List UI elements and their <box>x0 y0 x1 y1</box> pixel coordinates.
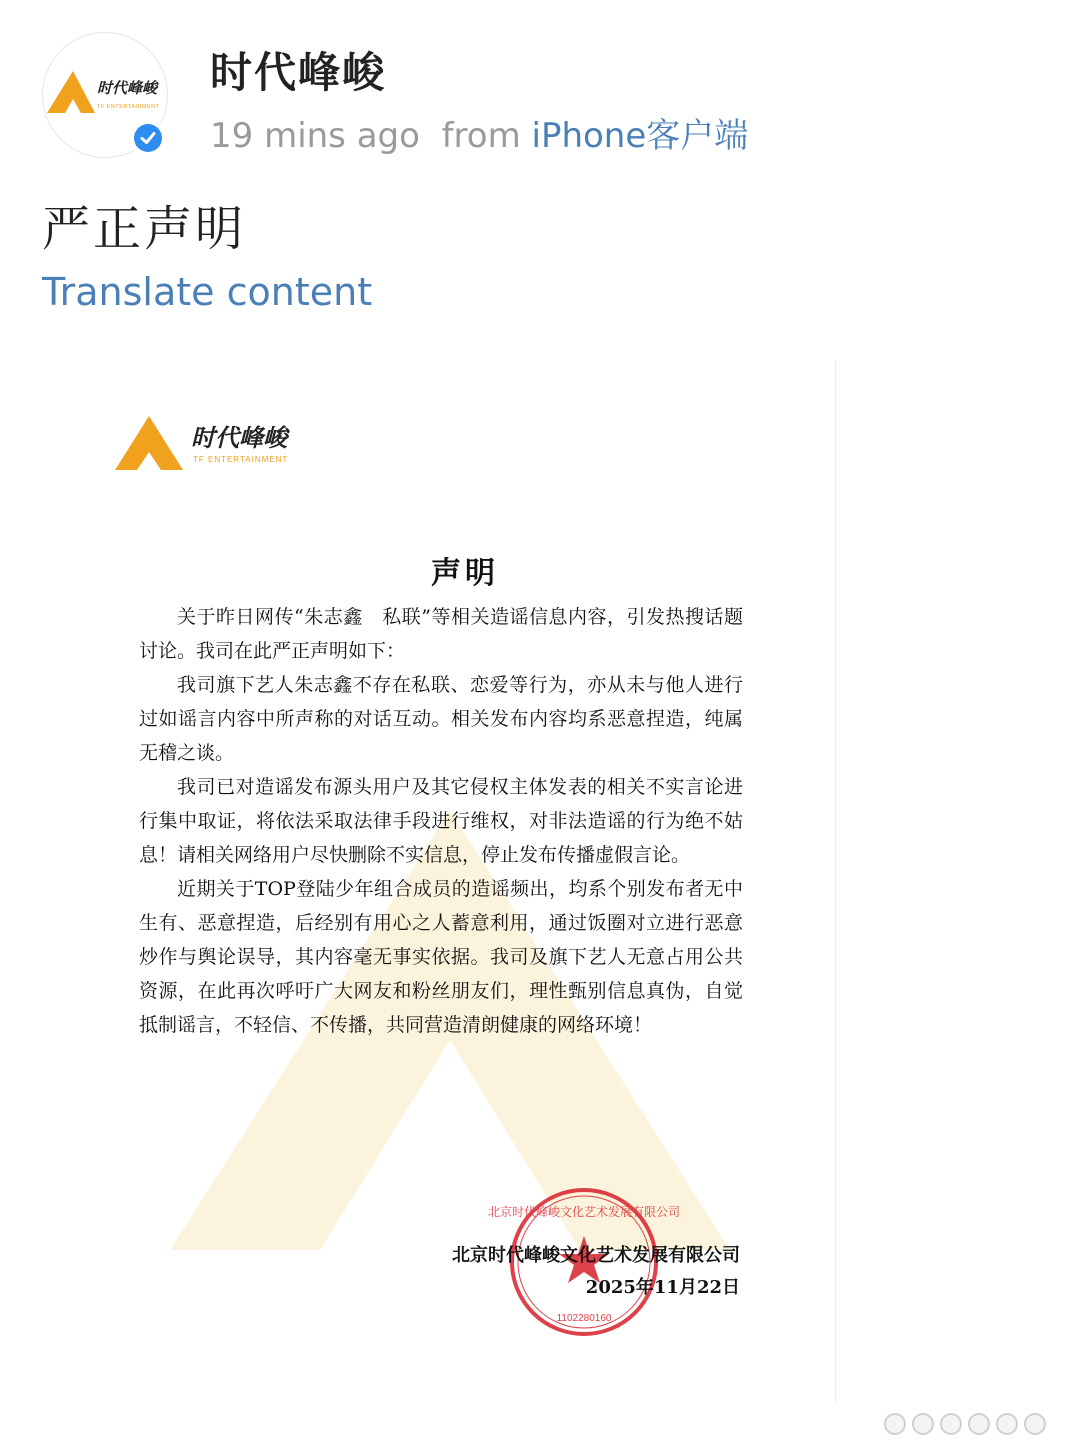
indicator-dot <box>1024 1413 1046 1435</box>
account-name[interactable]: 时代峰峻 <box>210 48 387 97</box>
image-indicator[interactable] <box>884 1412 1064 1436</box>
from-label: from <box>441 116 521 156</box>
indicator-dot <box>884 1413 906 1435</box>
svg-text:TF ENTERTAINMENT: TF ENTERTAINMENT <box>193 455 289 464</box>
post-meta <box>210 108 748 157</box>
svg-text:北京时代峰峻文化艺术发展有限公司: 北京时代峰峻文化艺术发展有限公司 <box>487 1205 681 1219</box>
statement-paragraph: 关于昨日网传“朱志鑫 私联”等相关造谣信息内容，引发热搜话题讨论。我司在此严正声明如下： <box>139 606 743 662</box>
statement-heading: 声明 <box>431 556 499 591</box>
indicator-dot <box>912 1413 934 1435</box>
company-name: 北京时代峰峻文化艺术发展有限公司 <box>452 1245 740 1266</box>
statement-paragraph: 我司已对造谣发布源头用户及其它侵权主体发表的相关不实言论进行集中取证，将依法采取法律手段进行维权，对非法造谣的行为绝不姑息！请相关网络用户尽快删除不实信息，停止发布传播虚假言论。 <box>139 776 743 866</box>
post-source[interactable]: iPhone客户端 <box>531 116 749 156</box>
signature-block <box>452 1240 740 1304</box>
statement-paragraph: 近期关于TOP登陆少年组合成员的造谣频出，均系个别发布者无中生有、恶意捏造，后经别有用心之人蓄意利用，通过饭圈对立进行恶意炒作与舆论误导，其内容毫无事实依据。我司及旗下艺人无意占用公共资源，在此再次呼吁广大网友和粉丝朋友们，理性甄别信息真伪，自觉抵制谣言，不轻信、不传播，共同营造清朗健康的网络环境！ <box>139 878 743 1036</box>
svg-text:TF ENTERTAINMENT: TF ENTERTAINMENT <box>97 104 160 110</box>
svg-text:时代峰峻: 时代峰峻 <box>191 426 287 452</box>
indicator-dot <box>996 1413 1018 1435</box>
statement-date: 2025年11月22日 <box>585 1277 740 1298</box>
statement-body <box>139 600 743 1042</box>
post-time: 19 mins ago <box>210 116 420 156</box>
statement-paragraph: 我司旗下艺人朱志鑫不存在私联、恋爱等行为，亦从未与他人进行过如谣言内容中所声称的对话互动。相关发布内容均系恶意捏造，纯属无稽之谈。 <box>139 674 743 764</box>
statement-image[interactable] <box>95 360 836 1405</box>
verified-check-icon <box>130 120 166 156</box>
svg-text:时代峰峻: 时代峰峻 <box>97 81 158 97</box>
tf-logo-icon <box>115 410 315 490</box>
indicator-dot <box>940 1413 962 1435</box>
translate-content-link[interactable]: Translate content <box>42 270 373 314</box>
indicator-dot <box>968 1413 990 1435</box>
svg-text:1102280160: 1102280160 <box>556 1313 612 1324</box>
post-title: 严正声明 <box>42 201 247 257</box>
